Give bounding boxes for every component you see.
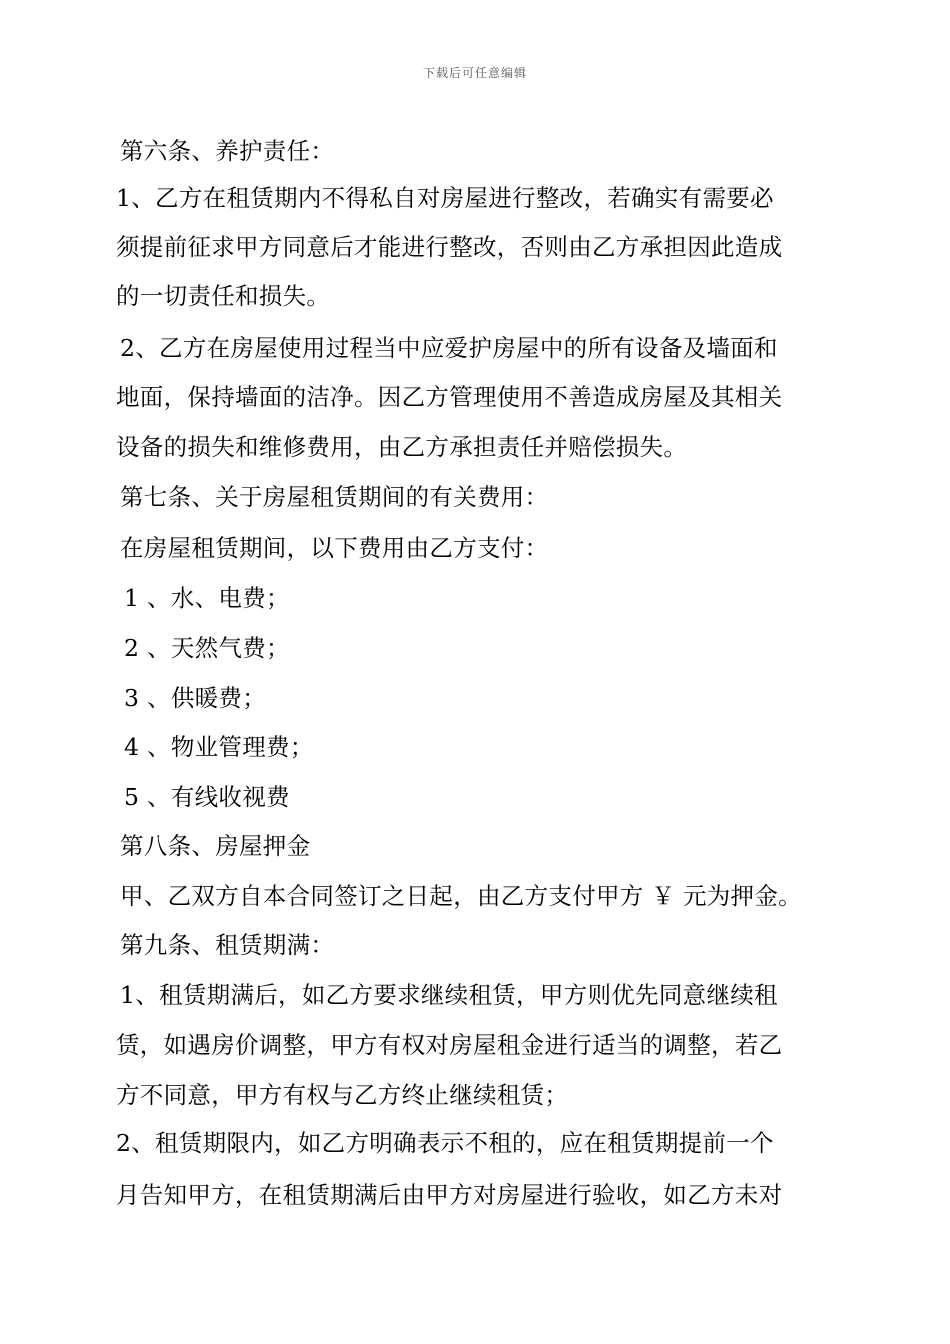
paragraph-line: 的一切责任和损失。 [116, 282, 331, 310]
article-7-title: 第七条、关于房屋租赁期间的有关费用： [120, 483, 549, 511]
paragraph-line: 须提前征求甲方同意后才能进行整改，否则由乙方承担因此造成 [116, 233, 783, 261]
paragraph-line: 设备的损失和维修费用，由乙方承担责任并赔偿损失。 [116, 433, 688, 461]
fee-item: 1 、水、电费； [124, 584, 290, 612]
article-6-title: 第六条、养护责任： [120, 137, 335, 165]
paragraph-line: 甲、乙双方自本合同签订之日起，由乙方支付甲方 ￥ 元为押金。 [120, 882, 802, 910]
paragraph-line: 月告知甲方，在租赁期满后由甲方对房屋进行验收，如乙方未对 [116, 1181, 783, 1209]
paragraph-line: 赁，如遇房价调整，甲方有权对房屋租金进行适当的调整，若乙 [116, 1031, 783, 1059]
article-9-title: 第九条、租赁期满： [120, 931, 335, 959]
article-8-title: 第八条、房屋押金 [120, 832, 311, 860]
page-header: 下载后可任意编辑 [422, 66, 527, 80]
paragraph-line: 2、租赁期限内，如乙方明确表示不租的，应在租赁期提前一个 [116, 1129, 774, 1157]
fee-item: 4 、物业管理费； [124, 733, 314, 761]
paragraph-line: 2、乙方在房屋使用过程当中应爱护房屋中的所有设备及墙面和 [120, 334, 778, 362]
fee-item: 5 、有线收视费 [124, 783, 290, 811]
paragraph-line: 地面，保持墙面的洁净。因乙方管理使用不善造成房屋及其相关 [116, 383, 783, 411]
fee-item: 2 、天然气费； [124, 634, 290, 662]
paragraph-line: 方不同意，甲方有权与乙方终止继续租赁； [116, 1081, 569, 1109]
fee-item: 3 、供暖费； [124, 684, 267, 712]
paragraph-line: 1、乙方在租赁期内不得私自对房屋进行整改，若确实有需要必 [116, 184, 774, 212]
paragraph-line: 在房屋租赁期间，以下费用由乙方支付： [120, 534, 549, 562]
paragraph-line: 1、租赁期满后，如乙方要求继续租赁，甲方则优先同意继续租 [120, 981, 778, 1009]
